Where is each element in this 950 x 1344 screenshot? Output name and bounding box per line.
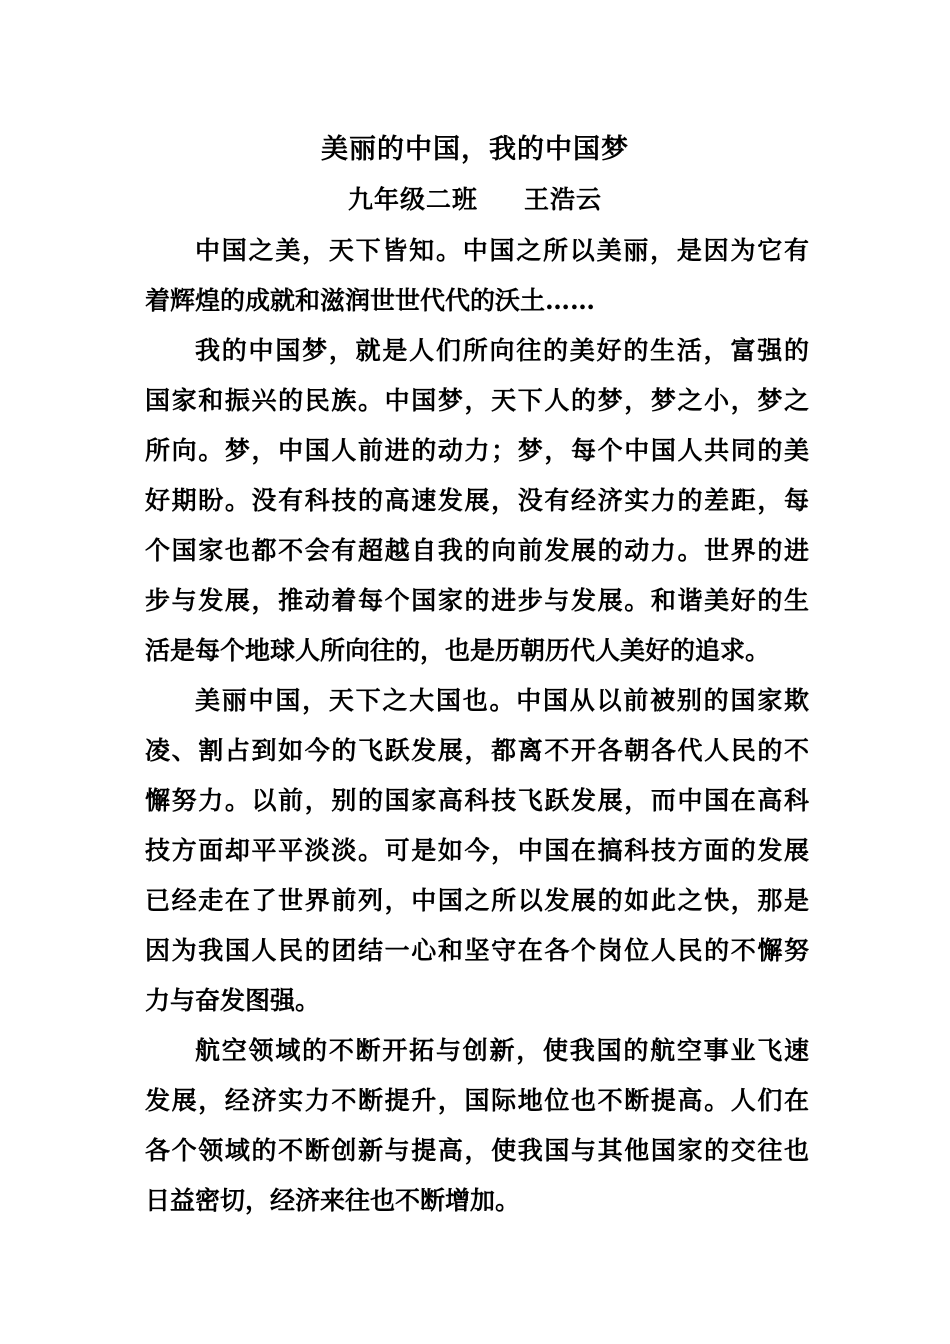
paragraph-line: 已经走在了世界前列，中国之所以发展的如此之快，那是 xyxy=(145,886,809,915)
paragraph-line: 凌、割占到如今的飞跃发展，都离不开各朝各代人民的不 xyxy=(145,736,809,765)
paragraph-line: 日益密切，经济来往也不断增加。 xyxy=(145,1186,521,1215)
document-title: 美丽的中国，我的中国梦 xyxy=(321,134,629,165)
paragraph-line: 中国之美，天下皆知。中国之所以美丽，是因为它有 xyxy=(195,236,809,265)
paragraph-line: 技方面却平平淡淡。可是如今，中国在搞科技方面的发展 xyxy=(145,836,809,865)
paragraph-line: 航空领域的不断开拓与创新，使我国的航空事业飞速 xyxy=(195,1036,809,1065)
paragraph-line: 发展，经济实力不断提升，国际地位也不断提高。人们在 xyxy=(145,1086,809,1115)
class-name: 九年级二班 xyxy=(347,185,478,214)
author-line xyxy=(0,180,950,220)
paragraph-line: 各个领域的不断创新与提高，使我国与其他国家的交往也 xyxy=(145,1136,809,1165)
paragraph-line: 力与奋发图强。 xyxy=(145,986,321,1015)
paragraph-line: 个国家也都不会有超越自我的向前发展的动力。世界的进 xyxy=(145,536,809,565)
document-body xyxy=(145,226,809,1226)
paragraph-line: 我的中国梦，就是人们所向往的美好的生活，富强的 xyxy=(195,336,809,365)
paragraph-line: 步与发展，推动着每个国家的进步与发展。和谐美好的生 xyxy=(145,586,809,615)
paragraph-line: 国家和振兴的民族。中国梦，天下人的梦，梦之小，梦之 xyxy=(145,386,809,415)
author-name: 王浩云 xyxy=(524,185,603,214)
paragraph-line: 因为我国人民的团结一心和坚守在各个岗位人民的不懈努 xyxy=(145,936,809,965)
paragraph-line: 好期盼。没有科技的高速发展，没有经济实力的差距，每 xyxy=(145,486,809,515)
paragraph-line: 活是每个地球人所向往的，也是历朝历代人美好的追求。 xyxy=(145,636,771,665)
paragraph-line: 着辉煌的成就和滋润世世代代的沃土…… xyxy=(145,286,596,315)
paragraph-line: 所向。梦，中国人前进的动力；梦，每个中国人共同的美 xyxy=(145,436,809,465)
paragraph-line: 美丽中国，天下之大国也。中国从以前被别的国家欺 xyxy=(195,686,809,715)
paragraph-line: 懈努力。以前，别的国家高科技飞跃发展，而中国在高科 xyxy=(145,786,809,815)
